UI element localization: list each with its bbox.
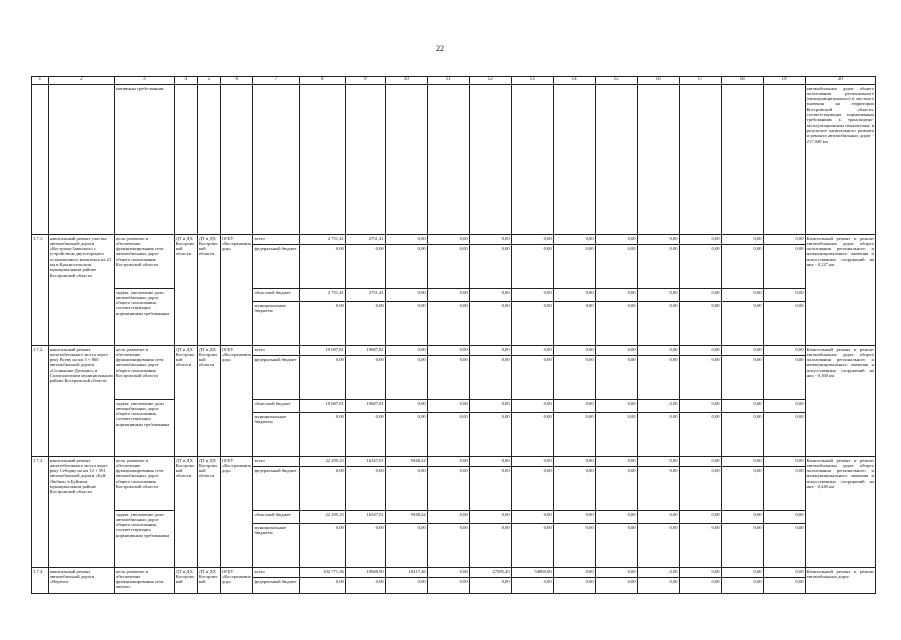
amount-cell: 0,00 [469,578,511,594]
amount-cell: 0,00 [595,356,637,400]
goal-cell: цель: развитие и обеспечение функционирования сети автомобильных дорог общего пользования Костромской области [114,346,174,400]
amount-cell: 0,00 [721,400,763,413]
column-header: 20 [805,77,875,85]
amount-cell: 0,00 [385,413,427,457]
funding-source: всего [253,235,299,245]
amount-cell: 0,00 [637,568,679,578]
amount-cell: 0,00 [763,289,805,302]
amount-cell: 0,00 [763,245,805,289]
amount-cell: 0,00 [511,302,553,346]
amount-cell: 0,00 [595,457,637,467]
table-row [32,400,876,413]
amount-cell: 2 751,41 [299,235,345,245]
column-header: 3 [114,77,174,85]
amount-cell: 0,00 [679,245,721,289]
amount-cell: 16347,01 [345,457,385,467]
measure-name: капитальный ремонт железобетонного моста через реку Себорку на км 12 + 591 автомобильной дороги «Буй-Любим» в Буйском муниципальном районе Костромской области [48,457,114,568]
amount-cell: 0,00 [427,235,469,245]
row-number: 1.7.4. [32,568,49,594]
amount-cell: 102 771,36 [299,568,345,578]
goal-cell: мативным требо-ваниям [114,85,174,235]
amount-cell: 0,00 [595,467,637,511]
funding-source: муниципальные бюджеты [253,413,299,457]
amount-cell: 0,00 [385,467,427,511]
amount-cell: 0,00 [385,302,427,346]
result-cell: Капитальный ремонт и ремонт автомобильных дорог общего пользования регионального и межмуниципального значения и искусственных сооружений на них - 0,127 км [805,235,875,346]
funding-source: всего [253,346,299,356]
amount-cell: 0,00 [427,578,469,594]
empty-cell [553,85,595,235]
table-row [32,235,876,245]
amount-cell: 0,00 [469,235,511,245]
amount-cell: 0,00 [679,511,721,524]
amount-cell: 0,00 [763,400,805,413]
amount-cell: 0,00 [721,511,763,524]
empty-cell [679,85,721,235]
amount-cell: 0,00 [427,467,469,511]
amount-cell: 0,00 [511,524,553,568]
amount-cell: 0,00 [299,245,345,289]
amount-cell: 27585,20 [469,568,511,578]
executor-cell: ДТ и ДХ Костромской области [174,235,197,346]
amount-cell: 0,00 [679,524,721,568]
amount-cell: 0,00 [595,400,637,413]
amount-cell: 0,00 [427,568,469,578]
amount-cell: 0,00 [299,302,345,346]
empty-cell [32,85,49,235]
amount-cell: 0,00 [345,524,385,568]
participant-cell: ОГБУ «Костромаавтодор» [220,568,253,594]
column-header: 10 [385,77,427,85]
funding-source: федеральный бюджет [253,578,299,594]
amount-cell: 0,00 [679,578,721,594]
amount-cell: 0,00 [553,511,595,524]
amount-cell: 0,00 [469,457,511,467]
measure-name: капитальный ремонт участка автомобильной дороги «Кострома-Заволжье» с устройством двухсторонего остановочного комплекса на 21 км в Красносельском муниципальном районе Костромской области [48,235,114,346]
table-row [32,568,876,578]
amount-cell: 5948,24 [385,457,427,467]
amount-cell: 0,00 [637,400,679,413]
amount-cell: 0,00 [637,457,679,467]
amount-cell: 0,00 [511,356,553,400]
amount-cell: 0,00 [299,467,345,511]
coexecutor-cell: ДТ и ДХ Костромской [197,568,220,594]
amount-cell: 10068,90 [345,568,385,578]
amount-cell: 0,00 [511,578,553,594]
amount-cell: 22 295,25 [299,511,345,524]
empty-cell [427,85,469,235]
amount-cell: 0,00 [553,467,595,511]
amount-cell: 0,00 [511,235,553,245]
amount-cell: 22 295,25 [299,457,345,467]
amount-cell: 0,00 [721,289,763,302]
header-row [32,77,876,85]
amount-cell: 0,00 [511,346,553,356]
table-row [32,457,876,467]
amount-cell: 0,00 [345,578,385,594]
page-number: 22 [436,44,444,53]
column-header: 9 [345,77,385,85]
empty-cell [385,85,427,235]
amount-cell: 0,00 [469,302,511,346]
funding-source: федеральный бюджет [253,467,299,511]
task-cell: задача: увеличение доли автомобильных дорог общего пользования, соответствующих нормативным требованиям [114,511,174,568]
task-cell: задача: увеличение доли автомобильных дорог общего пользования, соответствующих нормативным требованиям [114,289,174,346]
funding-source: всего [253,457,299,467]
program-table [31,76,876,594]
amount-cell: 0,00 [679,457,721,467]
column-header: 15 [595,77,637,85]
amount-cell: 0,00 [637,302,679,346]
amount-cell: 0,00 [553,346,595,356]
amount-cell: 0,00 [595,346,637,356]
amount-cell: 0,00 [553,413,595,457]
amount-cell: 0,00 [637,413,679,457]
amount-cell: 0,00 [385,524,427,568]
column-header: 16 [637,77,679,85]
amount-cell: 0,00 [511,511,553,524]
amount-cell: 0,00 [763,235,805,245]
amount-cell: 0,00 [721,413,763,457]
column-header: 13 [511,77,553,85]
amount-cell: 54800,00 [511,568,553,578]
amount-cell: 0,00 [511,457,553,467]
amount-cell: 0,00 [721,568,763,578]
funding-source: федеральный бюджет [253,356,299,400]
empty-cell [595,85,637,235]
amount-cell: 0,00 [637,467,679,511]
amount-cell: 0,00 [385,578,427,594]
goal-cell: цель: развитие и обеспечение функционирования сети автомобильных дорог общего пользования Костромской области [114,235,174,289]
measure-name: капитальный ремонт автомобильной дороги «Нерехта- [48,568,114,594]
amount-cell: 0,00 [553,568,595,578]
executor-cell: ДТ и ДХ Костромской [174,568,197,594]
amount-cell: 0,00 [553,302,595,346]
amount-cell: 2 751,41 [299,289,345,302]
funding-source: муниципальные бюджеты [253,302,299,346]
amount-cell: 10317,26 [385,568,427,578]
amount-cell: 0,00 [427,245,469,289]
empty-cell [220,85,253,235]
amount-cell: 0,00 [299,524,345,568]
amount-cell: 0,00 [721,235,763,245]
amount-cell: 0,00 [427,524,469,568]
participant-cell: ОГБУ «Костромаавтодор» [220,346,253,457]
funding-source: муниципальные бюджеты [253,524,299,568]
amount-cell: 0,00 [469,356,511,400]
amount-cell: 0,00 [385,400,427,413]
empty-cell [763,85,805,235]
participant-cell: ОГБУ «Костромаавтодор» [220,235,253,346]
result-cell: Капитальный ремонт и ремонт автомобильных дорог общего пользования регионального и межмуниципального значения и искусственных сооружений на них - 0,240 км [805,457,875,568]
amount-cell: 0,00 [299,413,345,457]
table-row [32,289,876,302]
column-header: 14 [553,77,595,85]
funding-source: областной бюджет [253,400,299,413]
amount-cell: 0,00 [637,289,679,302]
amount-cell: 0,00 [385,346,427,356]
table-row [32,511,876,524]
amount-cell: 0,00 [721,524,763,568]
amount-cell: 0,00 [427,511,469,524]
amount-cell: 0,00 [595,235,637,245]
funding-source: областной бюджет [253,289,299,302]
amount-cell: 0,00 [427,289,469,302]
amount-cell: 0,00 [637,511,679,524]
amount-cell: 0,00 [637,524,679,568]
amount-cell: 0,00 [763,356,805,400]
amount-cell: 0,00 [763,467,805,511]
amount-cell: 0,00 [553,524,595,568]
funding-source: федеральный бюджет [253,245,299,289]
column-header: 17 [679,77,721,85]
amount-cell: 0,00 [345,467,385,511]
amount-cell: 0,00 [721,346,763,356]
coexecutor-cell: ДТ и ДХ Костромской области [197,457,220,568]
empty-cell [299,85,345,235]
goal-cell: цель: развитие и обеспечение функционирования сети автомобильных дорог общего пользования Костромской области [114,457,174,511]
executor-cell: ДТ и ДХ Костромской области [174,457,197,568]
amount-cell: 0,00 [595,245,637,289]
amount-cell: 0,00 [553,245,595,289]
amount-cell: 19687,81 [345,400,385,413]
row-number: 1.7.1. [32,235,49,346]
column-header: 18 [721,77,763,85]
amount-cell: 0,00 [595,578,637,594]
empty-cell [469,85,511,235]
amount-cell: 0,00 [553,289,595,302]
amount-cell: 0,00 [763,302,805,346]
amount-cell: 0,00 [637,235,679,245]
amount-cell: 0,00 [553,356,595,400]
amount-cell: 0,00 [469,511,511,524]
amount-cell: 0,00 [345,413,385,457]
amount-cell: 0,00 [469,346,511,356]
amount-cell: 0,00 [511,467,553,511]
amount-cell: 0,00 [679,568,721,578]
column-header: 8 [299,77,345,85]
participant-cell: ОГБУ «Костромаавтодор» [220,457,253,568]
amount-cell: 0,00 [763,346,805,356]
amount-cell: 16347,01 [345,511,385,524]
amount-cell: 0,00 [511,289,553,302]
empty-cell [637,85,679,235]
amount-cell: 0,00 [637,346,679,356]
column-header: 11 [427,77,469,85]
amount-cell: 0,00 [679,467,721,511]
amount-cell: 0,00 [469,524,511,568]
amount-cell: 0,00 [679,235,721,245]
column-header: 7 [253,77,299,85]
amount-cell: 0,00 [345,356,385,400]
empty-cell [253,85,299,235]
amount-cell: 0,00 [553,457,595,467]
empty-cell [721,85,763,235]
amount-cell: 0,00 [679,346,721,356]
empty-cell [345,85,385,235]
amount-cell: 0,00 [721,245,763,289]
amount-cell: 0,00 [763,511,805,524]
amount-cell: 0,00 [469,467,511,511]
amount-cell: 0,00 [595,524,637,568]
amount-cell: 0,00 [763,568,805,578]
amount-cell: 0,00 [637,356,679,400]
amount-cell: 0,00 [553,400,595,413]
amount-cell: 0,00 [511,245,553,289]
amount-cell: 0,00 [595,568,637,578]
amount-cell: 0,00 [763,413,805,457]
amount-cell: 19 687,81 [299,400,345,413]
amount-cell: 0,00 [469,400,511,413]
amount-cell: 0,00 [427,413,469,457]
amount-cell: 5948,24 [385,511,427,524]
amount-cell: 0,00 [595,289,637,302]
amount-cell: 0,00 [427,356,469,400]
amount-cell: 2751,41 [345,235,385,245]
goal-cell: цель: развитие и обеспечение функционирования сети автомо- [114,568,174,594]
empty-cell [174,85,197,235]
result-cell: Капитальный ремонт и ремонт автомобильных дорог [805,568,875,594]
column-header: 5 [197,77,220,85]
amount-cell: 0,00 [721,302,763,346]
result-cell: автомобильных дорог общего пользования регионального (межмуниципального) и местного значения на территории Костромской области, соответствующих нормативным требованиям к транспортно-эксплуатационным показателям, в результате капитального ремонта и ремонта автомобильных дорог - 217,049 км [805,85,875,235]
amount-cell: 0,00 [595,511,637,524]
amount-cell: 0,00 [345,302,385,346]
column-header: 12 [469,77,511,85]
amount-cell: 0,00 [637,578,679,594]
funding-source: всего [253,568,299,578]
funding-source: областной бюджет [253,511,299,524]
amount-cell: 0,00 [595,302,637,346]
amount-cell: 0,00 [679,356,721,400]
amount-cell: 0,00 [721,467,763,511]
row-number: 1.7.3. [32,457,49,568]
amount-cell: 0,00 [385,245,427,289]
amount-cell: 0,00 [763,524,805,568]
amount-cell: 0,00 [427,400,469,413]
amount-cell: 0,00 [553,235,595,245]
amount-cell: 0,00 [427,346,469,356]
amount-cell: 0,00 [763,457,805,467]
table-row [32,346,876,356]
column-header: 6 [220,77,253,85]
amount-cell: 0,00 [385,356,427,400]
empty-cell [48,85,114,235]
amount-cell: 0,00 [637,245,679,289]
task-cell: задача: увеличение доли автомобильных дорог общего пользования, соответствующих нормативным требованиям [114,400,174,457]
amount-cell: 0,00 [385,235,427,245]
coexecutor-cell: ДТ и ДХ Костромской области [197,346,220,457]
amount-cell: 0,00 [679,400,721,413]
amount-cell: 0,00 [721,578,763,594]
amount-cell: 0,00 [511,400,553,413]
amount-cell: 0,00 [469,289,511,302]
amount-cell: 0,00 [679,302,721,346]
amount-cell: 0,00 [345,245,385,289]
result-cell: Капитальный ремонт и ремонт автомобильных дорог общего пользования регионального и межмуниципального значения и искусственных сооружений на них - 0,160 км [805,346,875,457]
amount-cell: 0,00 [553,578,595,594]
amount-cell: 0,00 [595,413,637,457]
amount-cell: 19 687,81 [299,346,345,356]
amount-cell: 0,00 [511,413,553,457]
amount-cell: 0,00 [385,289,427,302]
amount-cell: 0,00 [679,413,721,457]
empty-cell [197,85,220,235]
measure-name: капитальный ремонт железобетонного моста через реку Всеву на км 3 + 860 автомобильной дороги «Солнышко-Доскино» в Солигаличском муниципальном районе Костромской области [48,346,114,457]
amount-cell: 19687,81 [345,346,385,356]
amount-cell: 0,00 [469,245,511,289]
coexecutor-cell: ДТ и ДХ Костромской области [197,235,220,346]
column-header: 1 [32,77,49,85]
amount-cell: 0,00 [763,578,805,594]
amount-cell: 0,00 [469,413,511,457]
amount-cell: 0,00 [721,457,763,467]
amount-cell: 0,00 [427,302,469,346]
amount-cell: 0,00 [299,578,345,594]
amount-cell: 2751,41 [345,289,385,302]
amount-cell: 0,00 [679,289,721,302]
column-header: 4 [174,77,197,85]
amount-cell: 0,00 [427,457,469,467]
column-header: 2 [48,77,114,85]
continuation-row [32,85,876,235]
table-body [32,77,876,594]
row-number: 1.7.2. [32,346,49,457]
amount-cell: 0,00 [299,356,345,400]
column-header: 19 [763,77,805,85]
amount-cell: 0,00 [721,356,763,400]
executor-cell: ДТ и ДХ Костромской области [174,346,197,457]
empty-cell [511,85,553,235]
